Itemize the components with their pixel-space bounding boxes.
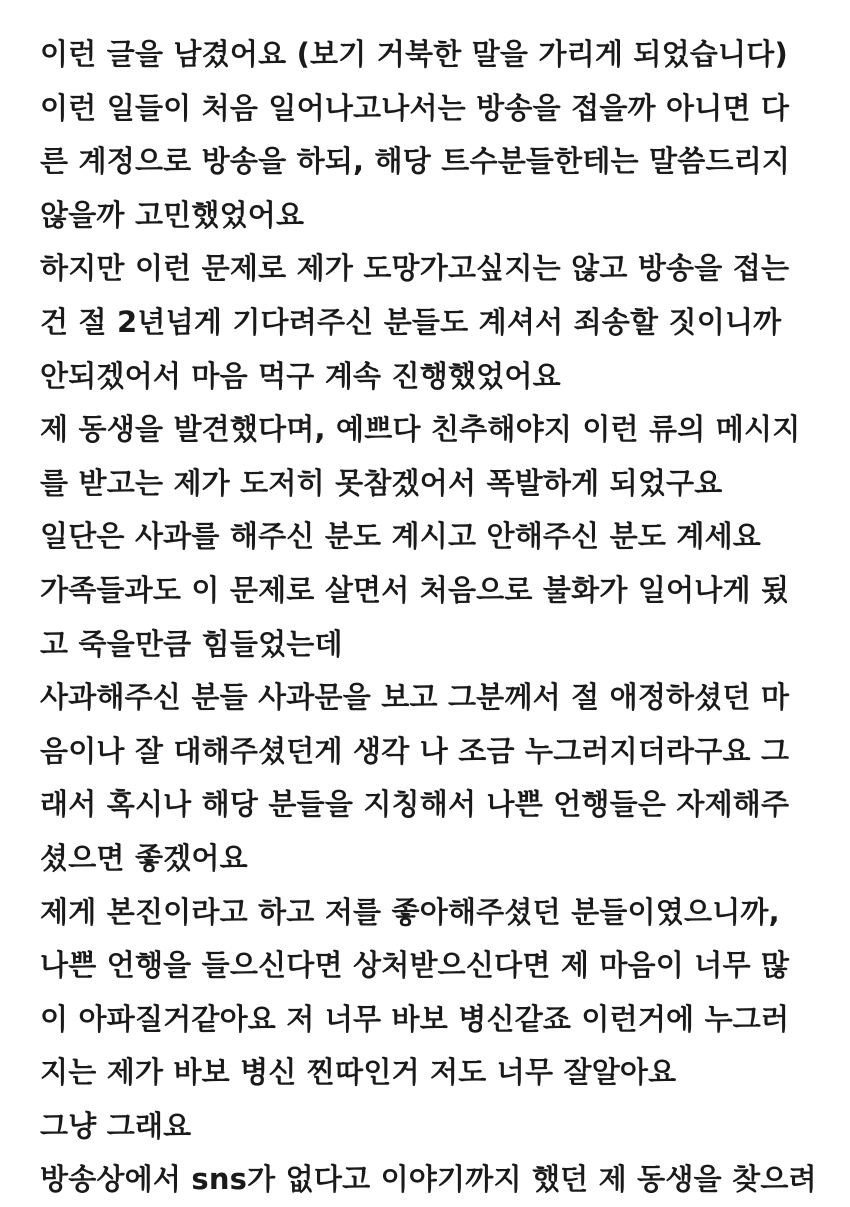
text-line-21: 그냥 그래요 — [40, 1108, 192, 1143]
text-line-18: 나쁜 언행을 들으신다면 상처받으신다면 제 마음이 너무 많 — [40, 948, 790, 983]
text-line-15: 래서 혹시나 해당 분들을 지칭해서 나쁜 언행들은 자제해주 — [40, 787, 790, 822]
text-line-2: 이런 일들이 처음 일어나고나서는 방송을 접을까 아니면 다 — [40, 90, 790, 125]
text-line-7: 안되겠어서 마음 먹구 계속 진행했었어요 — [40, 358, 561, 393]
text-line-1: 이런 글을 남겼어요 (보기 거북한 말을 가리게 되었습니다) — [40, 37, 788, 71]
text-line-14: 음이나 잘 대해주셨던게 생각 나 조금 누그러지더라구요 그 — [40, 733, 790, 768]
text-line-3: 른 계정으로 방송을 하되, 해당 트수분들한테는 말씀드리지 — [40, 144, 791, 179]
text-line-13: 사과해주신 분들 사과문을 보고 그분께서 절 애정하셨던 마 — [40, 680, 790, 715]
text-line-6: 건 절 2년넘게 기다려주신 분들도 계셔서 죄송할 짓이니까 — [40, 304, 782, 339]
text-line-16: 셨으면 좋겠어요 — [40, 840, 248, 875]
text-line-9: 를 받고는 제가 도저히 못참겠어서 폭발하게 되었구요 — [40, 465, 723, 500]
text-line-20: 지는 제가 바보 병신 찐따인거 저도 너무 잘알아요 — [40, 1055, 677, 1090]
text-line-8: 제 동생을 발견했다며, 예쁘다 친추해야지 이런 류의 메시지 — [40, 412, 801, 447]
text-line-12: 고 죽을만큼 힘들었는데 — [40, 626, 343, 661]
text-line-4: 않을까 고민했었어요 — [40, 197, 305, 232]
text-line-19: 이 아파질거같아요 저 너무 바보 병신같죠 이런거에 누그러 — [40, 1001, 790, 1036]
text-line-22: 방송상에서 sns가 없다고 이야기까지 했던 제 동생을 찾으려 — [40, 1162, 817, 1197]
text-line-11: 가족들과도 이 문제로 살면서 처음으로 불화가 일어나게 됬 — [40, 572, 790, 607]
text-line-17: 제게 본진이라고 하고 저를 좋아해주셨던 분들이였으니까, — [40, 894, 780, 929]
text-line-5: 하지만 이런 문제로 제가 도망가고싶지는 않고 방송을 접는 — [40, 251, 790, 286]
text-line-10: 일단은 사과를 해주신 분도 계시고 안해주신 분도 계세요 — [40, 519, 761, 554]
